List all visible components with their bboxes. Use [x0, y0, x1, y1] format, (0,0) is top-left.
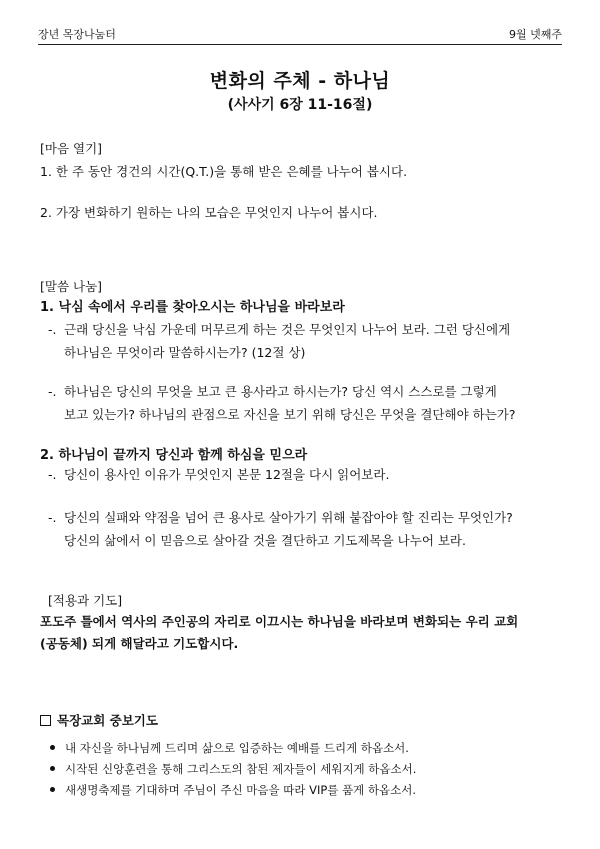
prayer-item-text: 새생명축제를 기대하며 주님이 주신 마음을 따라 VIP를 품게 하옵소서.	[65, 782, 417, 797]
header-left-text: 장년 목장나눔터	[38, 28, 116, 41]
item-line-1: 하나님은 당신의 무엇을 보고 큰 용사라고 하시는가? 당신 역시 스스로를 그렇게	[64, 384, 497, 399]
dash-marker: -.	[48, 322, 57, 337]
prayer-item-text: 내 자신을 하나님께 드리며 삶으로 입증하는 예배를 드리게 하옵소서.	[65, 740, 409, 755]
page-subtitle: (사사기 6장 11-16절)	[227, 97, 373, 113]
question-1-heading: 1. 낙심 속에서 우리를 찾아오시는 하나님을 바라보라	[40, 300, 345, 315]
bullet-icon	[50, 766, 55, 771]
dash-marker: -.	[48, 384, 57, 399]
dash-marker: -.	[48, 510, 57, 525]
page-title: 변화의 주체 - 하나님	[209, 70, 391, 92]
question-2-heading: 2. 하나님이 끝까지 당신과 함께 하심을 믿으라	[40, 448, 308, 463]
list-item	[50, 779, 416, 800]
bullet-icon	[50, 745, 55, 750]
header-right-text: 9월 넷째주	[509, 28, 562, 41]
prayer-item-text: 시작된 신앙훈련을 통해 그리스도의 참된 제자들이 세워지게 하옵소서.	[65, 761, 417, 776]
question-2-item-1	[48, 463, 568, 486]
apply-text	[40, 611, 580, 655]
apply-line-1: 포도주 틀에서 역사의 주인공의 자리로 이끄시는 하나님을 바라보며 변화되는 우리 교회	[40, 614, 519, 629]
list-item	[50, 737, 416, 758]
item-line-2: 당신의 삶에서 이 믿음으로 살아갈 것을 결단하고 기도제목을 나누어 보라.	[64, 533, 466, 548]
question-1-item-1	[48, 318, 568, 364]
item-line-1: 당신이 용사인 이유가 무엇인지 본문 12절을 다시 읽어보라.	[64, 467, 390, 482]
bullet-icon	[50, 787, 55, 792]
apply-line-2: (공동체) 되게 해달라고 기도합시다.	[40, 636, 239, 651]
word-label: [말씀 나눔]	[40, 279, 103, 294]
prayer-title-text: 목장교회 중보기도	[57, 713, 158, 728]
page-header	[38, 22, 562, 45]
opening-item-2: 2. 가장 변화하기 원하는 나의 모습은 무엇인지 나누어 봅시다.	[40, 205, 378, 220]
item-line-1: 근래 당신을 낙심 가운데 머무르게 하는 것은 무엇인지 나누어 보라. 그런 당신에게	[64, 322, 511, 337]
item-line-2: 보고 있는가? 하나님의 관점으로 자신을 보기 위해 당신은 무엇을 결단해야 하는가?	[64, 407, 516, 422]
question-2-item-2	[48, 506, 568, 552]
opening-item-1: 1. 한 주 동안 경건의 시간(Q.T.)을 통해 받은 은혜를 나누어 봅시다.	[40, 164, 408, 179]
item-line-2: 하나님은 무엇이라 말씀하시는가? (12절 상)	[64, 345, 306, 360]
question-1-item-2	[48, 380, 568, 426]
prayer-list	[50, 737, 416, 800]
opening-label: [마음 열기]	[40, 141, 103, 156]
list-item	[50, 758, 416, 779]
prayer-title	[40, 711, 158, 729]
checkbox-icon	[40, 715, 51, 726]
dash-marker: -.	[48, 467, 57, 482]
apply-label: [적용과 기도]	[48, 593, 123, 608]
item-line-1: 당신의 실패와 약점을 넘어 큰 용사로 살아가기 위해 붙잡아야 할 진리는 무엇인가?	[64, 510, 513, 525]
